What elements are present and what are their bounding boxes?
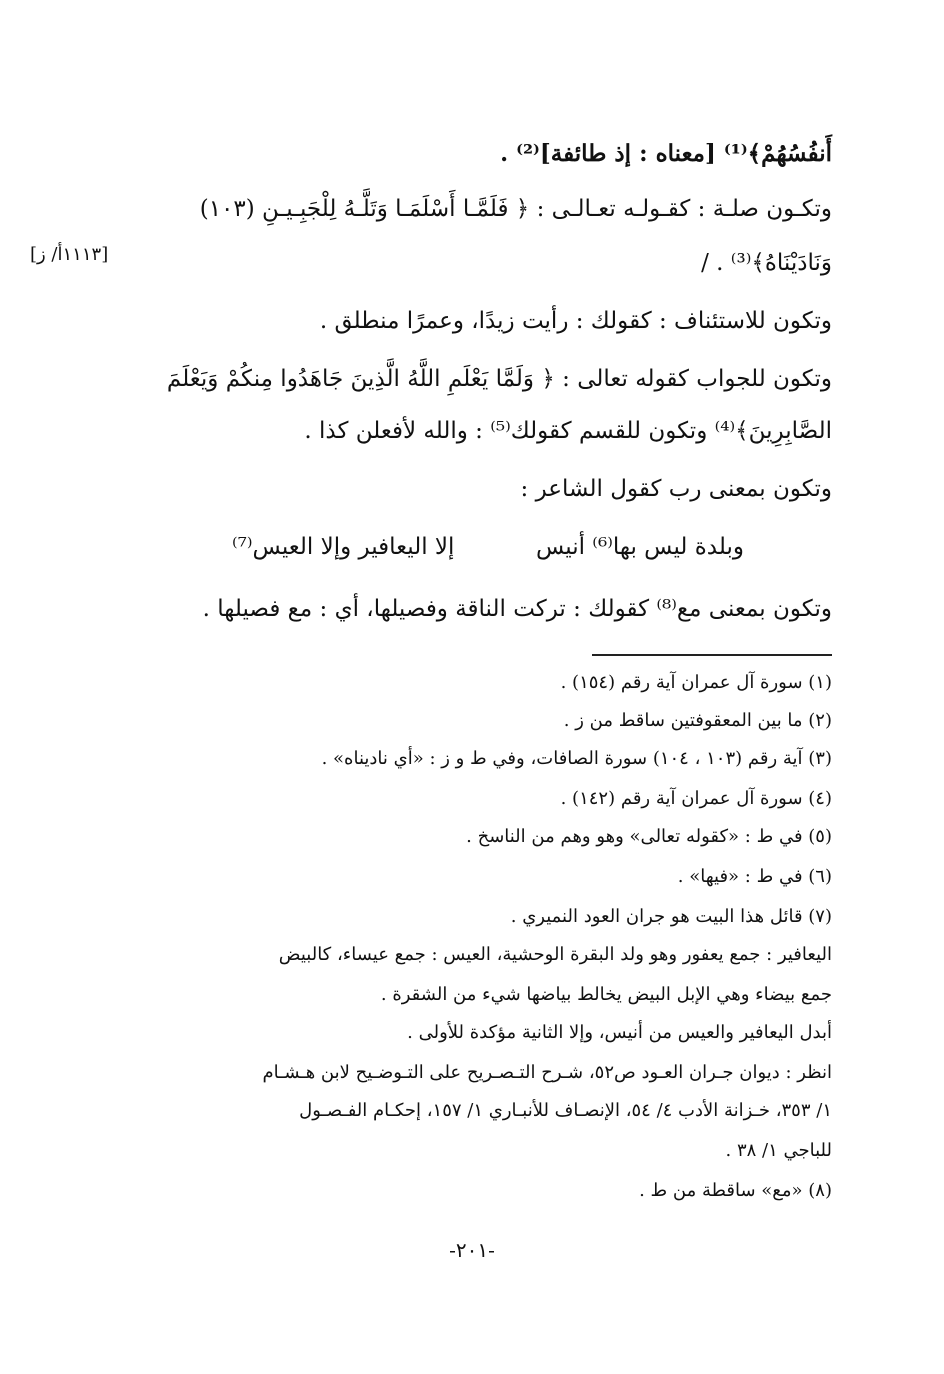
footnote-6: (٦) في ط : «فيها» . bbox=[677, 866, 832, 887]
footnote-7-line: اليعافير : جمع يعفور وهو ولد البقرة الوحشية، العيس : جمع عيساء، كالبيض bbox=[278, 944, 832, 965]
footnote-separator bbox=[592, 654, 832, 656]
footnote-7-line: ١/ ٣٥٣، خـزانة الأدب ٤/ ٥٤، الإنصـاف للأنبـاري ١/ ١٥٧، إحكـام الفـصـول bbox=[299, 1100, 832, 1121]
footnote-7-line: أبدل اليعافير والعيس من أنيس، وإلا الثانية مؤكدة للأولى . bbox=[407, 1022, 832, 1043]
poem-verse-second-hemistich: إلا اليعافير وإلا العيس⁽⁷⁾ bbox=[232, 534, 455, 560]
text-line-2: وتكـون صلـة : كقـولـه تعـالـى : ﴿ فَلَمَّـا أَسْلَمَـا وَتَلَّـهُ لِلْجَبِـيـنِ (١٠٣) bbox=[199, 196, 832, 222]
footnote-7-line: انظر : ديوان جـران العـود ص٥٢، شـرح التـصـريح على التـوضـيح لابن هـشـام bbox=[262, 1062, 832, 1083]
folio-reference: [١١١٣أ/ ز] bbox=[30, 244, 109, 265]
page-number: -٢٠١- bbox=[449, 1238, 495, 1262]
footnote-7: (٧) قائل هذا البيت هو جران العود النميري . bbox=[510, 906, 832, 927]
text-line-1: أَنفُسُهُمْ﴾⁽¹⁾ [معناه : إذ طائفة]⁽²⁾ . bbox=[500, 140, 832, 167]
footnote-1: (١) سورة آل عمران آية رقم (١٥٤) . bbox=[560, 672, 832, 693]
text-line-8: وتكون بمعنى مع⁽⁸⁾ كقولك : تركت الناقة وفصيلها، أي : مع فصيلها . bbox=[202, 596, 832, 622]
poem-verse-first-hemistich: وبلدة ليس بها⁽⁶⁾ أنيس bbox=[535, 534, 744, 560]
text-line-6: الصَّابِرِينَ﴾⁽⁴⁾ وتكون للقسم كقولك⁽⁵⁾ : والله لأفعلن كذا . bbox=[304, 418, 832, 444]
footnote-5: (٥) في ط : «كقوله تعالى» وهو وهم من الناسخ . bbox=[466, 826, 832, 847]
text-line-7: وتكون بمعنى رب كقول الشاعر : bbox=[520, 476, 832, 502]
text-line-5: وتكون للجواب كقوله تعالى : ﴿ وَلَمَّا يَعْلَمِ اللَّهُ الَّذِينَ جَاهَدُوا مِنكُمْ وَيَعْلَمَ bbox=[166, 366, 832, 392]
footnote-3: (٣) آية رقم (١٠٣ ، ١٠٤) سورة الصافات، وفي ط و ز : «أي ناديناه» . bbox=[321, 748, 832, 769]
text-line-3: وَنَادَيْنَاهُ﴾⁽³⁾ . / bbox=[701, 250, 832, 276]
footnote-8: (٨) «مع» ساقطة من ط . bbox=[639, 1180, 832, 1201]
footnote-4: (٤) سورة آل عمران آية رقم (١٤٢) . bbox=[560, 788, 832, 809]
text-line-4: وتكون للاستئناف : كقولك : رأيت زيدًا، وعمرًا منطلق . bbox=[319, 308, 832, 334]
footnote-2: (٢) ما بين المعقوفتين ساقط من ز . bbox=[563, 710, 832, 731]
footnote-7-line: للباجي ١/ ٣٨ . bbox=[725, 1140, 832, 1161]
footnote-7-line: جمع بيضاء وهي الإبل البيض يخالط بياضها شيء من الشقرة . bbox=[380, 984, 832, 1005]
